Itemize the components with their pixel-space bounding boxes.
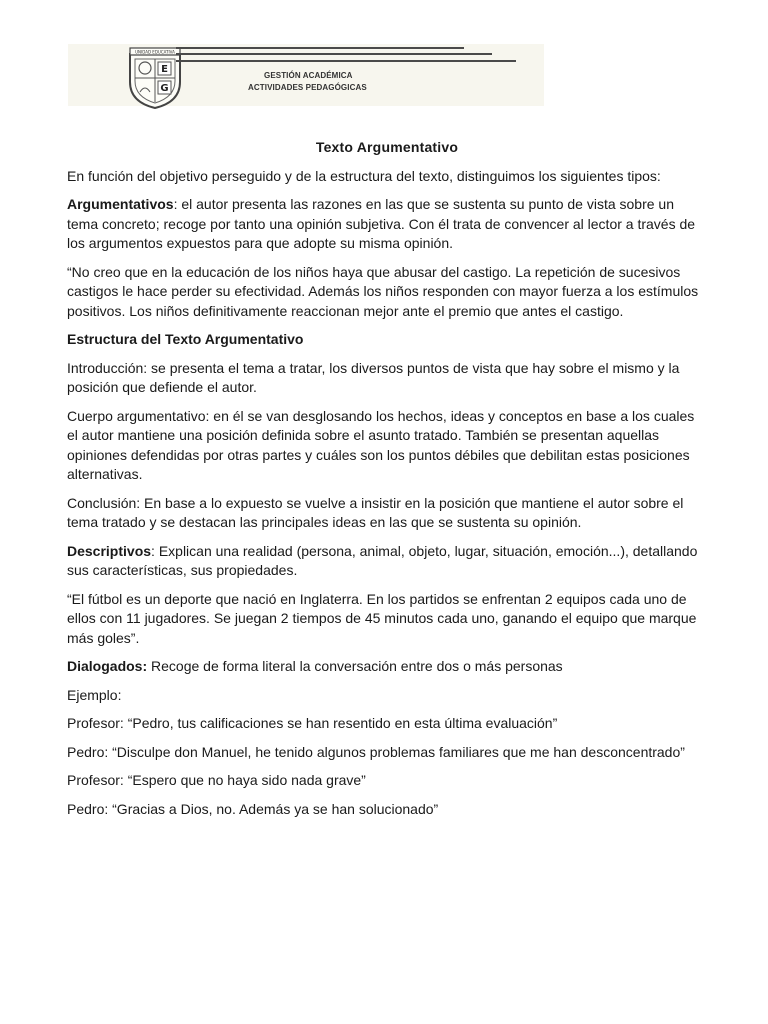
document-title: Texto Argumentativo <box>315 139 459 155</box>
dialogue-line-1: Profesor: “Pedro, tus calificaciones se han resentido en esta última evaluación” <box>67 715 558 731</box>
header-line-2: ACTIVIDADES PEDAGÓGICAS <box>248 83 367 92</box>
cuerpo-paragraph: Cuerpo argumentativo: en él se van desglosando los hechos, ideas y conceptos en base a los cuales el autor mantiene una posición definida sobre el asunto tratado. También se presentan aquellas opiniones defendidas por otras partes y cuáles son los puntos débiles que debilitan estas posiciones alternativas. <box>67 407 695 482</box>
school-seal-logo <box>126 46 184 110</box>
argumentativos-paragraph <box>67 195 707 254</box>
header-rule-1 <box>176 47 464 49</box>
header-rule-2 <box>176 53 492 55</box>
dialogue-line-2: Pedro: “Disculpe don Manuel, he tenido algunos problemas familiares que me han desconcentrado” <box>67 743 685 760</box>
argumentativos-example: “No creo que en la educación de los niños haya que abusar del castigo. La repetición de sucesivos castigos le hace perder su efectividad. Además los niños responden con mayor fuerza a los estímulos positivos. Los niños definitivamente reaccionan mejor ante el premio que antes el castigo. <box>67 263 699 319</box>
descriptivos-label: Descriptivos <box>67 542 152 559</box>
seal-letter-g: G <box>160 83 169 94</box>
argumentativos-label: Argumentativos <box>67 196 174 212</box>
seal-top-text: UNIDAD EDUCATIVA <box>135 49 175 55</box>
descriptivos-paragraph <box>67 542 707 581</box>
dialogados-text: Recoge de forma literal la conversación entre dos o más personas <box>147 658 563 674</box>
descriptivos-text: : Explican una realidad (persona, animal, objeto, lugar, situación, emoción...), detallando sus características, sus propiedades. <box>67 542 698 578</box>
introduccion-paragraph: Introducción: se presenta el tema a tratar, los diversos puntos de vista que hay sobre el mismo y la posición que defiende el autor. <box>67 359 680 395</box>
document-body <box>67 138 707 828</box>
descriptivos-example: “El fútbol es un deporte que nació en Inglaterra. En los partidos se enfrentan 2 equipos cada uno de ellos con 11 jugadores. Se juegan 2 tiempos de 45 minutos cada uno, ganando el equipo que marque más goles”. <box>67 590 697 646</box>
estructura-heading: Estructura del Texto Argumentativo <box>67 331 304 347</box>
seal-letter-e: E <box>161 64 168 75</box>
dialogados-paragraph <box>67 657 707 677</box>
ejemplo-label: Ejemplo: <box>67 686 122 703</box>
argumentativos-text: : el autor presenta las razones en las que se sustenta su punto de vista sobre un tema concreto; recoge por tanto una opinión subjetiva. Con él trata de convencer al lector a través de los argumentos expuestos para que adopte su misma opinión. <box>67 196 696 251</box>
header-rule-3 <box>176 60 516 62</box>
conclusion-paragraph: Conclusión: En base a lo expuesto se vuelve a insistir en la posición que mantiene el autor sobre el tema tratado y se destacan las principales ideas en las que se sustenta su opinión. <box>67 494 684 530</box>
dialogue-line-3: Profesor: “Espero que no haya sido nada grave” <box>67 772 366 788</box>
dialogue-line-4: Pedro: “Gracias a Dios, no. Además ya se han solucionado” <box>67 800 439 817</box>
dialogados-label: Dialogados: <box>67 658 148 674</box>
intro-paragraph: En función del objetivo perseguido y de la estructura del texto, distinguimos los siguientes tipos: <box>67 167 661 184</box>
header-line-1: GESTIÓN ACADÉMICA <box>264 71 353 80</box>
